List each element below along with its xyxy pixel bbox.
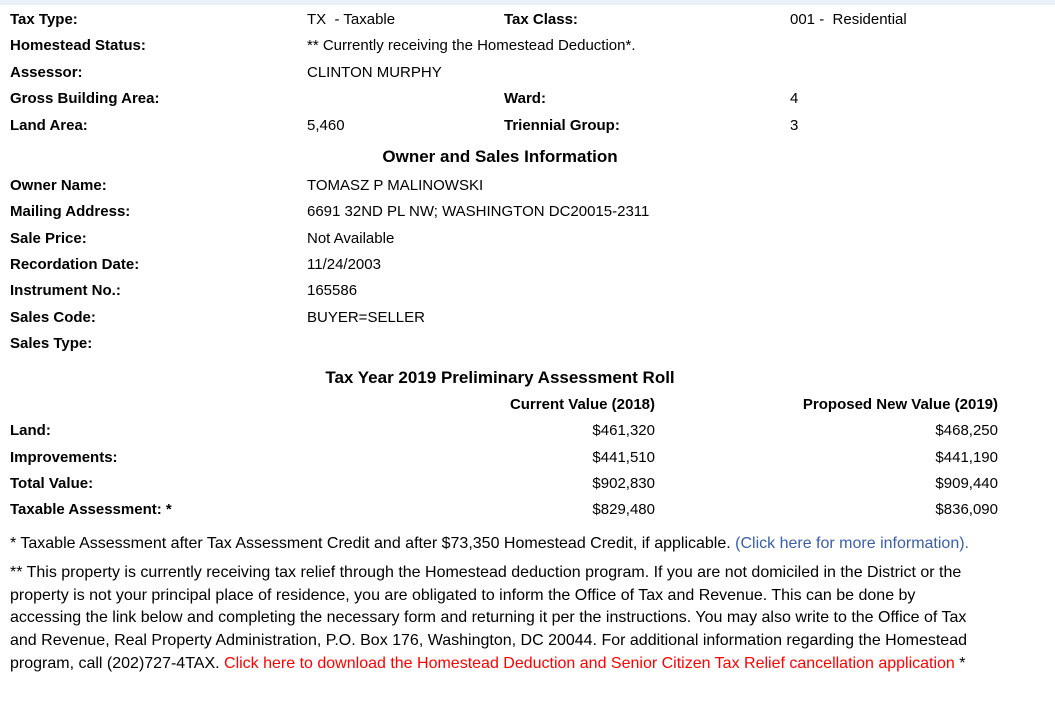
owner-sales-table [10,173,1045,357]
field-label-sale-price: Sale Price: [10,229,87,247]
field-value-recordation-date: 11/24/2003 [307,255,381,273]
field-label-land: Land: [10,422,51,440]
field-value-improvements-proposed: $441,190 [935,448,998,466]
field-value-taxable-current: $829,480 [592,501,655,519]
table-row [10,7,1045,33]
field-value-homestead-status: ** Currently receiving the Homestead Deduction*. [307,37,636,55]
field-label-ward: Ward: [504,90,546,108]
field-label-gross-building-area: Gross Building Area: [10,90,160,108]
table-row [10,60,1045,86]
field-value-owner-name: TOMASZ P MALINOWSKI [307,177,484,195]
table-row [10,418,1045,444]
field-label-mailing-address: Mailing Address: [10,203,131,221]
field-label-homestead-status: Homestead Status: [10,37,146,55]
field-value-total-proposed: $909,440 [935,475,998,492]
field-label-total-value: Total Value: [10,475,94,492]
field-value-land-area: 5,460 [307,116,345,134]
field-value-mailing-address: 6691 32ND PL NW; WASHINGTON DC20015-2311 [307,203,650,221]
table-row [10,471,1045,497]
table-row [10,331,1045,357]
field-value-ward: 4 [790,90,799,108]
table-row [10,305,1045,331]
field-label-instrument-no: Instrument No.: [10,282,121,300]
homestead-notice-text: ** This property is currently receiving tax relief through the Homestead deduction program. If you are not domiciled in the District or the property is not your principal place of residence, you are obligated to inform the Office of Tax and Revenue. This can be done by accessing the link below and completing the necessary form and returning it per the instructions. You may also write to the Office of Tax and Revenue, Real Property Administration, P.O. Box 176, Washington, DC 20044. For additional information regarding the Homestead program, call (202)727-4TAX. [10,564,967,672]
table-row [10,86,1045,112]
taxable-assessment-footnote [10,533,978,556]
table-row [10,33,1045,59]
top-divider-strip [0,0,1055,5]
table-row [10,226,1045,252]
field-value-instrument-no: 165586 [307,282,358,300]
table-row [10,497,1045,523]
field-value-sales-type [307,331,1045,357]
column-header-blank [10,392,310,418]
owner-sales-section-title: Owner and Sales Information [382,147,618,167]
homestead-notice [10,562,978,675]
more-information-link[interactable]: (Click here for more information). [735,534,969,552]
field-value-total-current: $902,830 [592,475,655,492]
field-label-taxable-assessment: Taxable Assessment: * [10,501,172,519]
table-row [10,199,1045,225]
assessment-column-headers [10,392,1045,418]
assessment-roll-table [10,392,1045,523]
table-row [10,445,1045,471]
table-row [10,113,1045,139]
assessment-roll-section-title: Tax Year 2019 Preliminary Assessment Roll [325,368,675,388]
column-header-proposed-value: Proposed New Value (2019) [802,396,998,414]
field-label-sales-code: Sales Code: [10,308,96,326]
field-label-land-area: Land Area: [10,116,88,134]
field-value-improvements-current: $441,510 [592,448,655,466]
field-value-sales-code: BUYER=SELLER [307,308,425,326]
table-row [10,278,1045,304]
field-label-tax-type: Tax Type: [10,11,78,28]
field-value-gross-building-area [307,86,504,112]
notes-section [10,533,978,676]
field-value-taxable-proposed: $836,090 [935,501,998,519]
cancellation-application-link[interactable]: Click here to download the Homestead Deduction and Senior Citizen Tax Relief cancellation application [224,654,955,672]
field-label-triennial-group: Triennial Group: [504,116,620,134]
field-label-tax-class: Tax Class: [504,11,578,28]
field-label-sales-type: Sales Type: [10,334,93,352]
field-value-land-current: $461,320 [592,422,655,440]
field-value-land-proposed: $468,250 [935,422,998,440]
field-label-owner-name: Owner Name: [10,177,107,195]
homestead-notice-suffix: * [954,654,966,672]
field-value-triennial-group: 3 [790,116,799,134]
field-label-improvements: Improvements: [10,448,118,466]
column-header-current-value: Current Value (2018) [509,396,655,414]
field-value-assessor: CLINTON MURPHY [307,63,442,81]
table-row [10,173,1045,199]
footnote-text: * Taxable Assessment after Tax Assessment Credit and after $73,350 Homestead Credit, if applicable. [10,534,736,552]
field-value-tax-class: 001 - Residential [790,11,907,28]
field-label-assessor: Assessor: [10,63,83,81]
field-value-sale-price: Not Available [307,229,395,247]
property-assessment-page [0,7,1055,675]
field-value-tax-type: TX - Taxable [307,11,396,28]
field-label-recordation-date: Recordation Date: [10,255,140,273]
table-row [10,252,1045,278]
property-details-table [10,7,1045,139]
